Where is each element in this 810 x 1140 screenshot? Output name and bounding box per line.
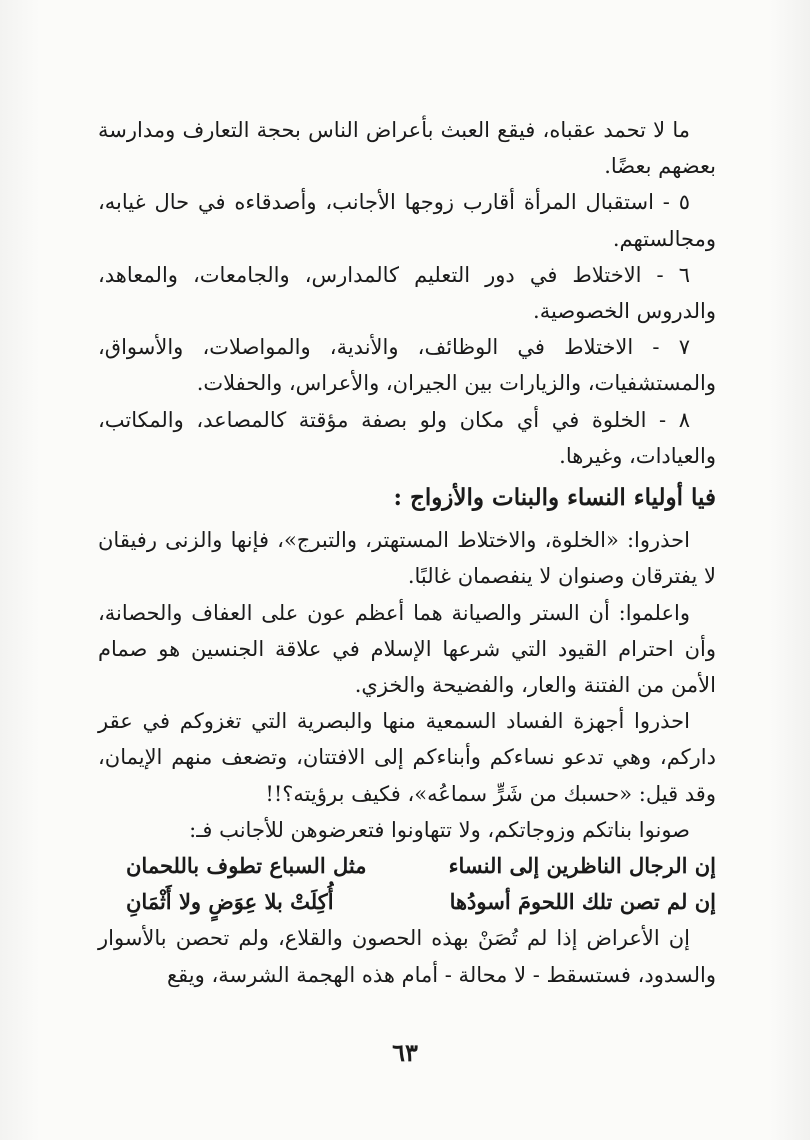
paragraph-continuation: ما لا تحمد عقباه، فيقع العبث بأعراض الناس بحجة التعارف ومدارسة بعضهم بعضًا. — [98, 118, 716, 179]
verse-2-second-hemistich: أُكِلَتْ بلا عِوَضٍ ولا أَثْمَانِ — [126, 889, 334, 915]
poem-verse-1 — [98, 848, 716, 884]
body-paragraph-4: صونوا بناتكم وزوجاتكم، ولا تتهاونوا فتعرضوهن للأجانب فـ: — [189, 817, 690, 842]
section-heading: فيا أولياء النساء والبنات والأزواج : — [393, 484, 716, 512]
page-text — [98, 112, 716, 993]
page-number: ٦٣ — [392, 1038, 418, 1067]
poem-verse-2 — [98, 884, 716, 920]
list-item-8: ٨ - الخلوة في أي مكان ولو بصفة مؤقتة كالمصاعد، والمكاتب، والعيادات، وغيرها. — [98, 407, 716, 468]
list-item-5: ٥ - استقبال المرأة أقارب زوجها الأجانب، وأصدقاءه في حال غيابه، ومجالستهم. — [98, 190, 716, 251]
verse-1-first-hemistich: إن الرجال الناظرين إلى النساء — [448, 853, 716, 879]
list-item-7: ٧ - الاختلاط في الوظائف، والأندية، والمواصلات، والأسواق، والمستشفيات، والزيارات بين الجيران، والأعراس، والحفلات. — [98, 335, 716, 396]
body-paragraph-2: واعلموا: أن الستر والصيانة هما أعظم عون على العفاف والحصانة، وأن احترام القيود التي شرعها الإسلام في علاقة الجنسين هو صمام الأمن من الفتنة والعار، والفضيحة والخزي. — [98, 600, 716, 698]
verse-2-first-hemistich: إن لم تصن تلك اللحومَ أسودُها — [449, 889, 716, 915]
verse-1-second-hemistich: مثل السباع تطوف باللحمان — [126, 853, 367, 879]
body-paragraph-1: احذروا: «الخلوة، والاختلاط المستهتر، والتبرج»، فإنها والزنى رفيقان لا يفترقان وصنوان لا ينفصمان غالبًا. — [98, 528, 716, 589]
body-paragraph-3: احذروا أجهزة الفساد السمعية منها والبصرية التي تغزوكم في عقر داركم، وهي تدعو نساءكم وأبناءكم إلى الافتتان، وتضعف منهم الإيمان، وقد قيل: «حسبك من شَرٍّ سماعُه»، فكيف برؤيته؟!! — [98, 709, 716, 806]
list-item-6: ٦ - الاختلاط في دور التعليم كالمدارس، والجامعات، والمعاهد، والدروس الخصوصية. — [98, 262, 716, 324]
closing-paragraph: إن الأعراض إذا لم تُصَنْ بهذه الحصون والقلاع، ولم تحصن بالأسوار والسدود، فستسقط - لا محالة - أمام هذه الهجمة الشرسة، ويقع — [98, 926, 716, 987]
